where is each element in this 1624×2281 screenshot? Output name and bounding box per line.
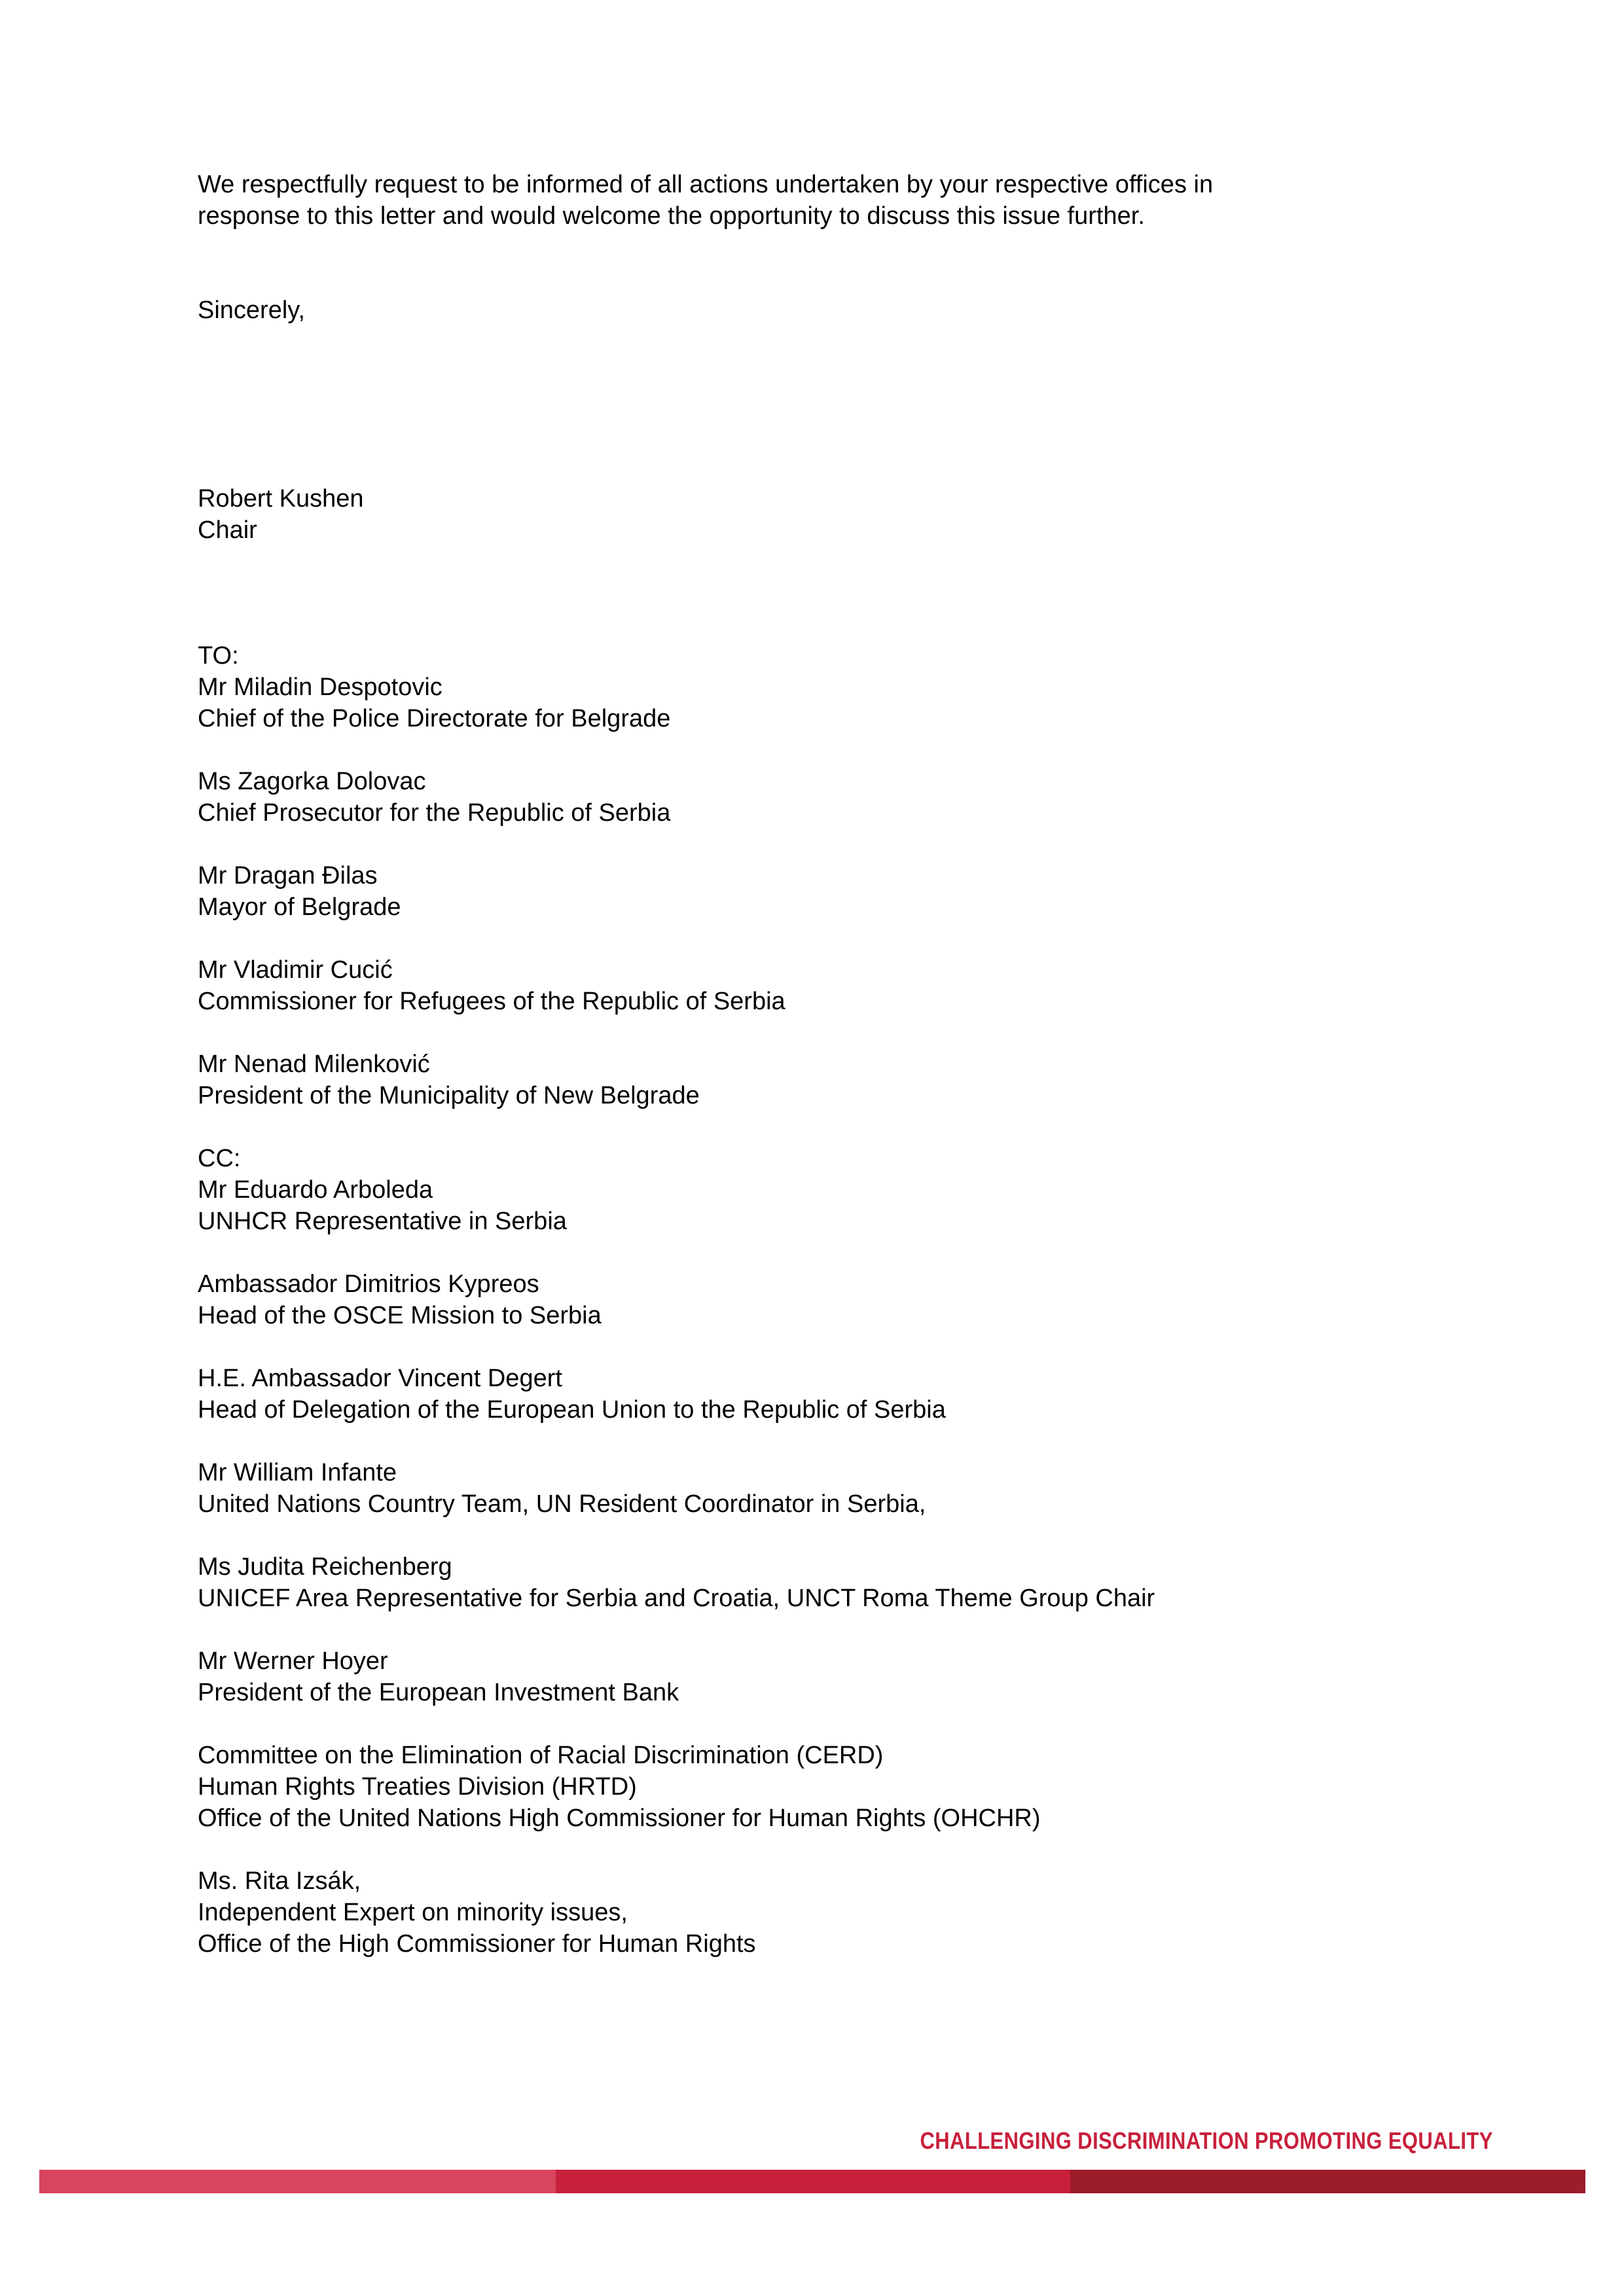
recipient-entry	[198, 1049, 1441, 1111]
recipient-detail: President of the European Investment Bank	[198, 1679, 679, 1706]
footer-slogan: CHALLENGING DISCRIMINATION PROMOTING EQUALITY	[920, 2127, 1493, 2154]
recipients-block	[198, 640, 1441, 1991]
recipient-entry	[198, 672, 1441, 734]
recipient-entry	[198, 1740, 1441, 1834]
intro-line: response to this letter and would welcome the opportunity to discuss this issue further.	[198, 202, 1145, 230]
footer-bar-segment	[556, 2170, 1071, 2193]
spacer	[198, 1708, 1441, 1740]
intro-paragraph	[198, 169, 1441, 232]
recipient-name: H.E. Ambassador Vincent Degert	[198, 1365, 562, 1392]
recipient-detail: Independent Expert on minority issues,	[198, 1899, 628, 1926]
recipient-detail: Commissioner for Refugees of the Republic of Serbia	[198, 988, 785, 1015]
closing	[198, 295, 1441, 326]
recipient-entry	[198, 1363, 1441, 1426]
recipient-name: Ms Zagorka Dolovac	[198, 768, 426, 795]
recipient-detail: President of the Municipality of New Belgrade	[198, 1082, 700, 1109]
cc-recipient-list	[198, 1174, 1441, 1991]
cc-label: CC:	[198, 1145, 241, 1172]
recipient-detail: Chief Prosecutor for the Republic of Serbia	[198, 799, 671, 827]
to-label: TO:	[198, 642, 239, 670]
recipient-detail: Head of Delegation of the European Union to the Republic of Serbia	[198, 1396, 946, 1424]
intro-line: We respectfully request to be informed of all actions undertaken by your respective offices in	[198, 171, 1214, 198]
recipient-entry	[198, 954, 1441, 1017]
footer-bar-segment	[39, 2170, 556, 2193]
recipient-detail: Head of the OSCE Mission to Serbia	[198, 1302, 602, 1329]
recipient-detail: Office of the High Commissioner for Human Rights	[198, 1930, 756, 1958]
recipient-name: Ms Judita Reichenberg	[198, 1553, 452, 1581]
spacer	[198, 923, 1441, 954]
recipient-name: Mr Dragan Đilas	[198, 862, 378, 889]
recipient-name: Mr Nenad Milenković	[198, 1051, 430, 1078]
recipient-detail: Office of the United Nations High Commissioner for Human Rights (OHCHR)	[198, 1805, 1041, 1832]
signatory-title: Chair	[198, 516, 257, 544]
spacer	[198, 829, 1441, 860]
closing-text: Sincerely,	[198, 296, 306, 324]
spacer	[198, 1017, 1441, 1049]
recipient-name: Mr Miladin Despotovic	[198, 674, 442, 701]
recipient-detail: UNHCR Representative in Serbia	[198, 1208, 567, 1235]
recipient-entry	[198, 1645, 1441, 1708]
spacer	[198, 1331, 1441, 1363]
spacer	[198, 1614, 1441, 1645]
recipient-name: Mr Vladimir Cucić	[198, 956, 393, 984]
recipient-entry	[198, 766, 1441, 829]
spacer	[198, 1960, 1441, 1991]
recipient-entry	[198, 1865, 1441, 1960]
recipient-detail: Mayor of Belgrade	[198, 893, 401, 921]
footer-color-bar	[39, 2170, 1585, 2193]
recipient-entry	[198, 1174, 1441, 1237]
spacer	[198, 1237, 1441, 1268]
recipient-name: Mr William Infante	[198, 1459, 397, 1486]
recipient-entry	[198, 1551, 1441, 1614]
spacer	[198, 1111, 1441, 1143]
recipient-name: Ambassador Dimitrios Kypreos	[198, 1270, 539, 1298]
footer-bar-segment	[1070, 2170, 1585, 2193]
spacer	[198, 1834, 1441, 1865]
recipient-entry	[198, 1457, 1441, 1520]
recipient-name: Committee on the Elimination of Racial Discrimination (CERD)	[198, 1742, 884, 1769]
recipient-detail: UNICEF Area Representative for Serbia and Croatia, UNCT Roma Theme Group Chair	[198, 1585, 1155, 1612]
recipient-entry	[198, 1268, 1441, 1331]
recipient-name: Mr Werner Hoyer	[198, 1647, 388, 1675]
recipient-name: Mr Eduardo Arboleda	[198, 1176, 433, 1204]
spacer	[198, 734, 1441, 766]
signature-block	[198, 483, 1441, 546]
recipient-detail: United Nations Country Team, UN Resident Coordinator in Serbia,	[198, 1490, 926, 1518]
spacer	[198, 1426, 1441, 1457]
recipient-name: Ms. Rita Izsák,	[198, 1867, 361, 1895]
to-recipient-list	[198, 672, 1441, 1143]
recipient-entry	[198, 860, 1441, 923]
recipient-detail: Chief of the Police Directorate for Belgrade	[198, 705, 671, 732]
recipient-detail: Human Rights Treaties Division (HRTD)	[198, 1773, 637, 1801]
signatory-name: Robert Kushen	[198, 485, 364, 512]
spacer	[198, 1520, 1441, 1551]
